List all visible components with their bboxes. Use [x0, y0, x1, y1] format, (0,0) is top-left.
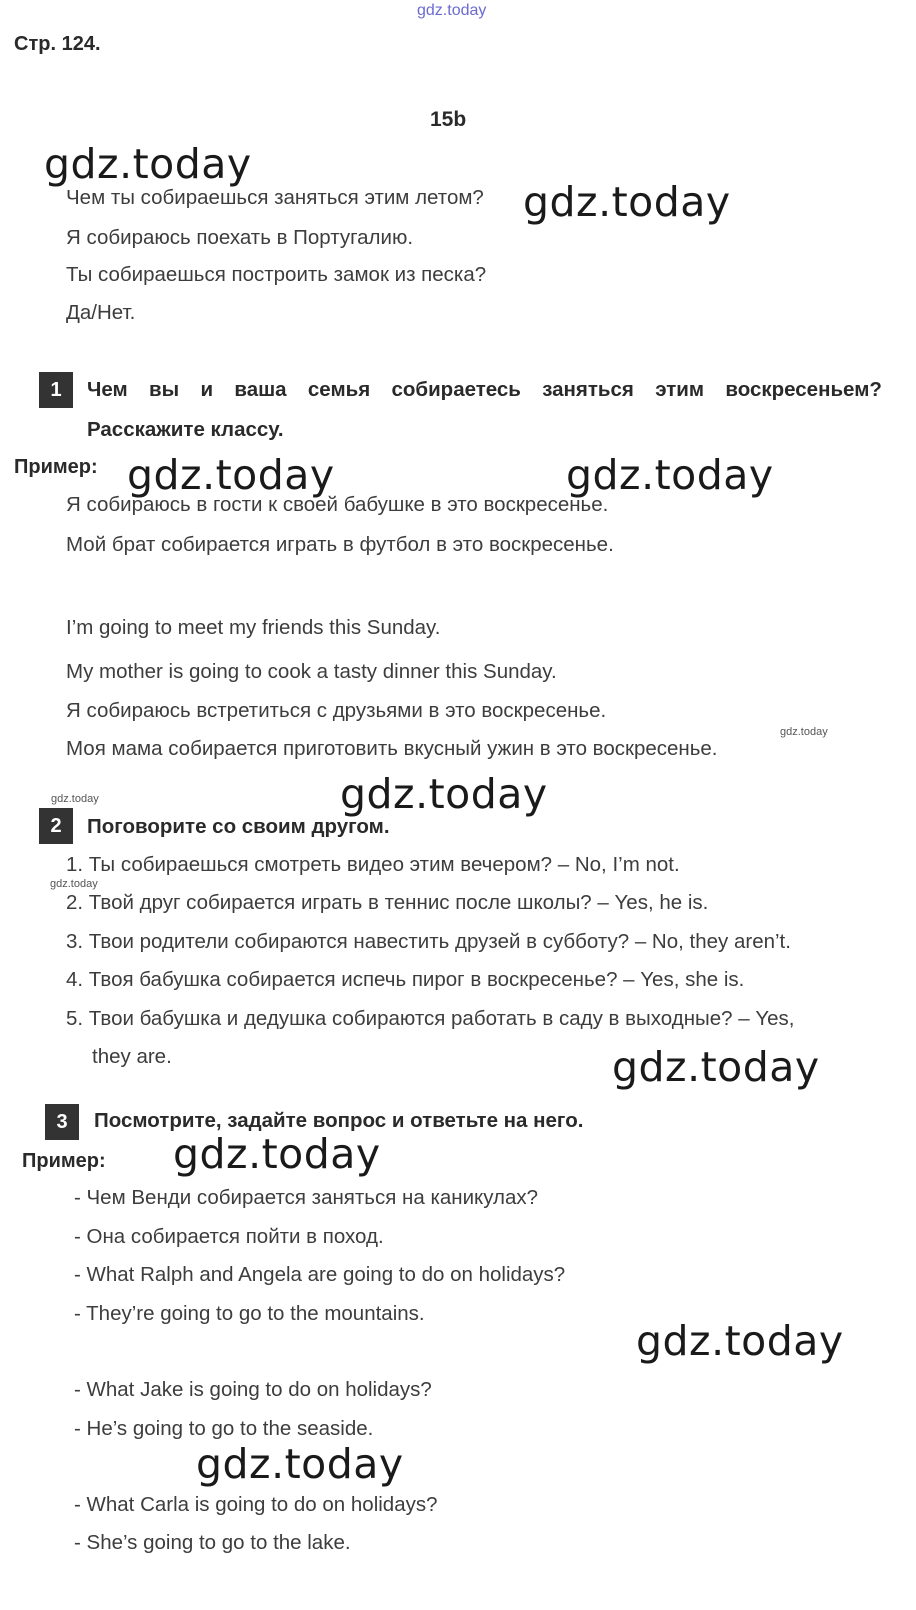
watermark-large: gdz.today: [196, 1440, 404, 1488]
task2-item: 2. Твой друг собирается играть в теннис после школы? – Yes, he is.: [66, 891, 709, 914]
intro-line: Чем ты собираешься заняться этим летом?: [66, 186, 484, 209]
task-number-badge: 1: [39, 372, 73, 408]
task2-title: Поговорите со своим другом.: [87, 815, 390, 838]
task3-line: - Чем Венди собирается заняться на каникулах?: [74, 1186, 539, 1209]
page-reference: Стр. 124.: [14, 33, 101, 55]
intro-line: Да/Нет.: [66, 301, 136, 324]
task1-title-line2: Расскажите классу.: [87, 418, 284, 441]
task1-title-word: ваша: [234, 378, 287, 401]
task1-line: Моя мама собирается приготовить вкусный ужин в это воскресенье.: [66, 737, 718, 760]
watermark-top: gdz.today: [417, 2, 487, 19]
intro-line: Я собираюсь поехать в Португалию.: [66, 226, 414, 249]
example-label: Пример:: [22, 1150, 106, 1172]
watermark-large: gdz.today: [340, 770, 548, 818]
task1-line: I’m going to meet my friends this Sunday.: [66, 616, 441, 639]
watermark-large: gdz.today: [612, 1043, 820, 1091]
task1-title-word: собираетесь: [391, 378, 521, 401]
task1-title-word: и: [200, 378, 214, 401]
unit-title: 15b: [430, 108, 467, 131]
watermark-large: gdz.today: [173, 1130, 381, 1178]
task3-line: - She’s going to go to the lake.: [74, 1531, 351, 1554]
watermark-large: gdz.today: [127, 451, 335, 499]
watermark-large: gdz.today: [636, 1317, 844, 1365]
watermark-small: gdz.today: [51, 793, 99, 805]
task3-line: - Она собирается пойти в поход.: [74, 1225, 384, 1248]
task1-line: Я собираюсь встретиться с друзьями в это воскресенье.: [66, 699, 607, 722]
intro-line: Ты собираешься построить замок из песка?: [66, 263, 487, 286]
task2-item: 3. Твои родители собираются навестить друзей в субботу? – No, they aren’t.: [66, 930, 791, 953]
task1-title-word: этим: [655, 378, 705, 401]
task3-line: - What Jake is going to do on holidays?: [74, 1378, 432, 1401]
task3-line: - They’re going to go to the mountains.: [74, 1302, 425, 1325]
task1-title-word: семья: [307, 378, 371, 401]
task1-title-word: Чем: [87, 378, 128, 401]
watermark-small: gdz.today: [50, 878, 98, 890]
task2-item: they are.: [92, 1045, 172, 1068]
task1-title-word: заняться: [542, 378, 634, 401]
task-number-badge: 3: [45, 1104, 79, 1140]
task1-title-word: вы: [149, 378, 180, 401]
task1-title: [87, 378, 882, 402]
example-label: Пример:: [14, 456, 98, 478]
task-number-badge: 2: [39, 808, 73, 844]
watermark-small: gdz.today: [780, 726, 828, 738]
watermark-large: gdz.today: [523, 178, 731, 226]
task3-line: - What Carla is going to do on holidays?: [74, 1493, 438, 1516]
task2-item: 1. Ты собираешься смотреть видео этим вечером? – No, I’m not.: [66, 853, 680, 876]
task1-line: Мой брат собирается играть в футбол в это воскресенье.: [66, 533, 614, 556]
task1-line: My mother is going to cook a tasty dinner this Sunday.: [66, 660, 557, 683]
watermark-large: gdz.today: [44, 140, 252, 188]
task2-item: 4. Твоя бабушка собирается испечь пирог в воскресенье? – Yes, she is.: [66, 968, 745, 991]
task1-line: Я собираюсь в гости к своей бабушке в это воскресенье.: [66, 493, 609, 516]
watermark-large: gdz.today: [566, 451, 774, 499]
task3-line: - What Ralph and Angela are going to do on holidays?: [74, 1263, 566, 1286]
task3-title: Посмотрите, задайте вопрос и ответьте на него.: [94, 1109, 584, 1132]
task3-line: - He’s going to go to the seaside.: [74, 1417, 374, 1440]
task2-item: 5. Твои бабушка и дедушка собираются работать в саду в выходные? – Yes,: [66, 1007, 795, 1030]
task1-title-word: воскресеньем?: [725, 378, 882, 401]
